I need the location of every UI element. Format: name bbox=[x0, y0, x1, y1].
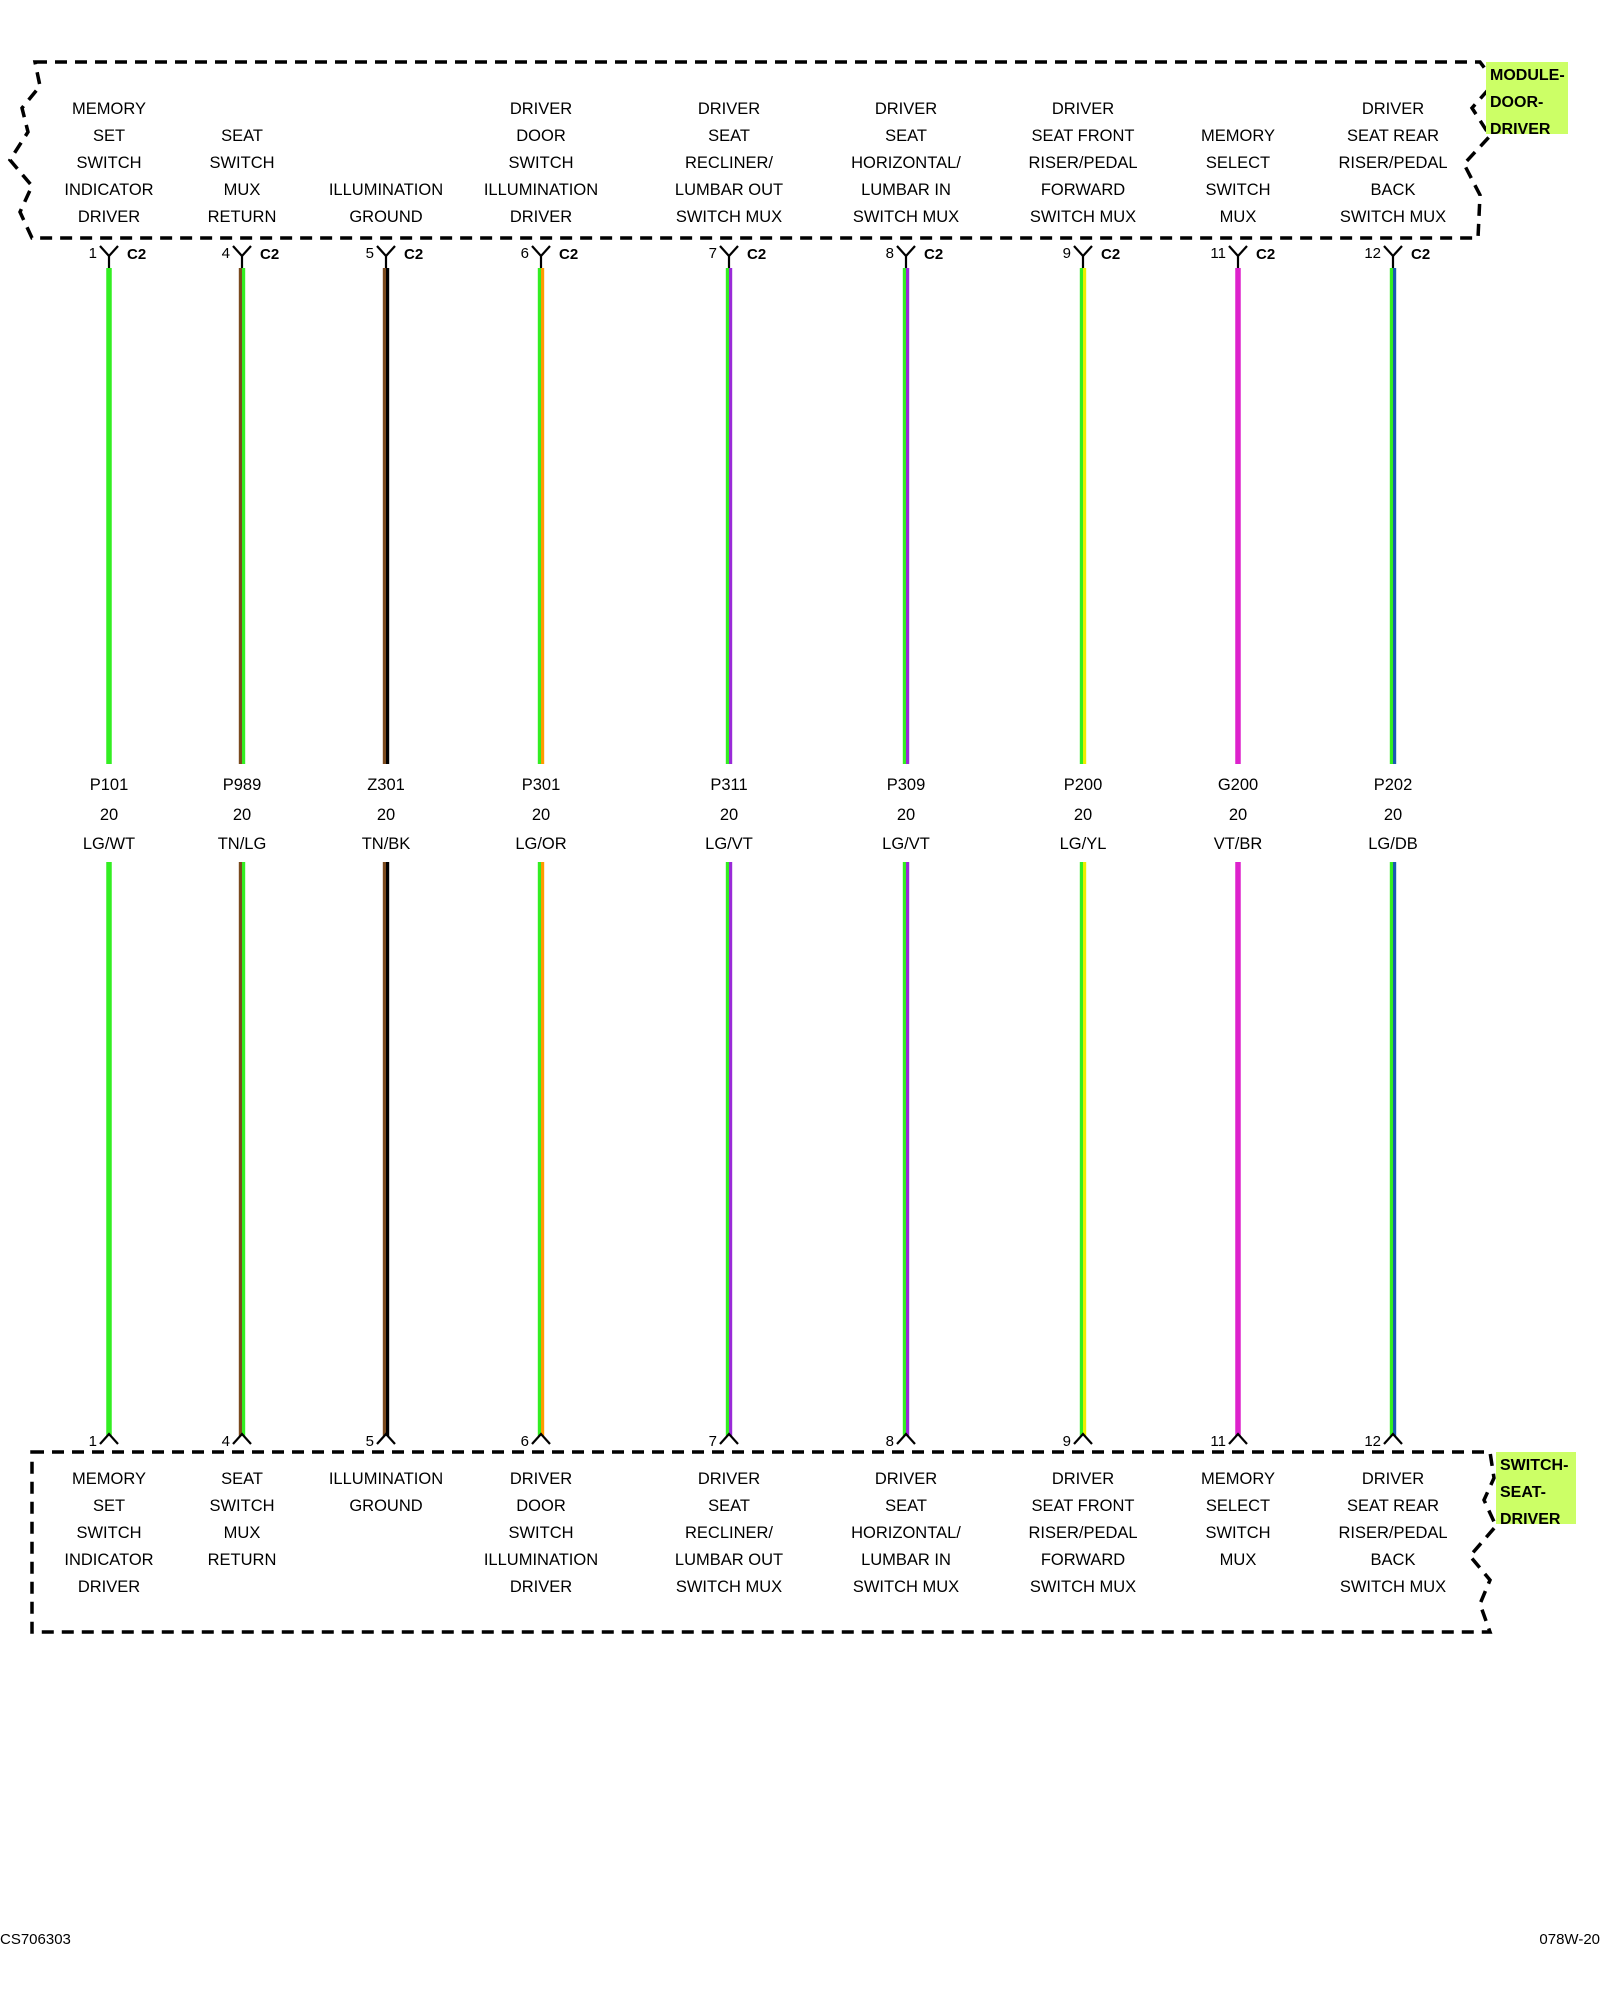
bottom-function-label: SWITCH MUX bbox=[1029, 1578, 1137, 1596]
wire-color-code: VT/BR bbox=[1213, 835, 1263, 853]
wire-color-code: TN/LG bbox=[217, 835, 267, 853]
wire-upper bbox=[727, 268, 730, 764]
top-terminal-icon bbox=[897, 246, 915, 268]
top-function-label: LUMBAR OUT bbox=[674, 181, 784, 199]
circuit-p202 bbox=[1338, 100, 1447, 1596]
bottom-terminal-icon bbox=[1384, 1434, 1402, 1444]
connector-id: C2 bbox=[559, 246, 579, 263]
bottom-function-label: ILLUMINATION bbox=[483, 1551, 599, 1569]
bottom-component-label bbox=[1496, 1452, 1576, 1528]
top-component-label-line-1: MODULE- bbox=[1490, 67, 1565, 84]
wire-color-code: LG/VT bbox=[705, 835, 753, 853]
bottom-function-label: DRIVER bbox=[509, 1470, 573, 1488]
top-function-label: DOOR bbox=[516, 127, 566, 145]
top-function-label: BACK bbox=[1370, 181, 1416, 199]
top-function-label: DRIVER bbox=[1051, 100, 1115, 118]
circuit-number: P200 bbox=[1063, 776, 1103, 794]
circuit-p989 bbox=[208, 127, 280, 1569]
wire-color-code: TN/BK bbox=[361, 835, 411, 853]
bottom-function-label: SWITCH bbox=[1205, 1524, 1271, 1542]
top-component-label bbox=[1486, 62, 1568, 138]
circuit-number: P202 bbox=[1373, 776, 1413, 794]
bottom-pin-number: 6 bbox=[520, 1433, 529, 1450]
top-function-label: LUMBAR IN bbox=[861, 181, 951, 199]
connector-id: C2 bbox=[404, 246, 424, 263]
wire-color-code: LG/DB bbox=[1368, 835, 1418, 853]
bottom-function-label: GROUND bbox=[349, 1497, 423, 1515]
top-function-label: DRIVER bbox=[77, 208, 141, 226]
top-function-label: SEAT bbox=[708, 127, 750, 145]
top-function-label: SEAT FRONT bbox=[1031, 127, 1135, 145]
circuit-p301 bbox=[484, 100, 598, 1596]
bottom-function-label: DRIVER bbox=[509, 1578, 573, 1596]
circuit-z301 bbox=[329, 181, 443, 1515]
bottom-function-label: LUMBAR OUT bbox=[674, 1551, 784, 1569]
bottom-pin-number: 11 bbox=[1210, 1433, 1226, 1450]
connector-id: C2 bbox=[1256, 246, 1276, 263]
top-function-label: SEAT bbox=[885, 127, 927, 145]
bottom-function-label: DRIVER bbox=[1051, 1470, 1115, 1488]
connector-id: C2 bbox=[924, 246, 944, 263]
bottom-function-label: DRIVER bbox=[77, 1578, 141, 1596]
bottom-function-label: HORIZONTAL/ bbox=[851, 1524, 961, 1542]
circuit-p311 bbox=[675, 100, 783, 1596]
wire-lower bbox=[727, 862, 730, 1436]
top-function-label: SWITCH MUX bbox=[1339, 208, 1447, 226]
top-terminal-icon bbox=[720, 246, 738, 268]
top-function-label: SWITCH bbox=[508, 154, 574, 172]
wire-color-code: LG/YL bbox=[1059, 835, 1107, 853]
top-function-label: MEMORY bbox=[1201, 127, 1275, 145]
top-pin-number: 1 bbox=[88, 245, 97, 262]
circuit-number: Z301 bbox=[367, 776, 405, 794]
bottom-function-label: RECLINER/ bbox=[684, 1524, 774, 1542]
circuit-g200 bbox=[1201, 127, 1275, 1569]
circuits bbox=[64, 100, 1447, 1596]
wire-upper bbox=[1081, 268, 1084, 764]
bottom-function-label: SWITCH MUX bbox=[675, 1578, 783, 1596]
top-function-label: ILLUMINATION bbox=[328, 181, 444, 199]
top-function-label: RISER/PEDAL bbox=[1338, 154, 1448, 172]
bottom-terminal-icon bbox=[897, 1434, 915, 1444]
wire-gauge: 20 bbox=[1383, 806, 1403, 824]
circuit-p200 bbox=[1028, 100, 1137, 1596]
bottom-pin-number: 8 bbox=[885, 1433, 894, 1450]
top-pin-number: 7 bbox=[708, 245, 717, 262]
top-function-label: DRIVER bbox=[874, 100, 938, 118]
circuit-number: P309 bbox=[886, 776, 926, 794]
top-function-label: DRIVER bbox=[697, 100, 761, 118]
circuit-number: G200 bbox=[1217, 776, 1259, 794]
circuit-number: P301 bbox=[521, 776, 561, 794]
bottom-function-label: MEMORY bbox=[72, 1470, 146, 1488]
wire-upper bbox=[904, 268, 907, 764]
top-function-label: MUX bbox=[1219, 208, 1257, 226]
top-function-label: SEAT bbox=[221, 127, 263, 145]
top-terminal-icon bbox=[1229, 246, 1247, 268]
bottom-pin-number: 1 bbox=[88, 1433, 97, 1450]
bottom-function-label: SEAT bbox=[885, 1497, 927, 1515]
top-pin-number: 8 bbox=[885, 245, 894, 262]
top-function-label: DRIVER bbox=[509, 100, 573, 118]
bottom-function-label: SWITCH bbox=[508, 1524, 574, 1542]
connector-id: C2 bbox=[127, 246, 147, 263]
bottom-function-label: SELECT bbox=[1205, 1497, 1271, 1515]
bottom-function-label: SWITCH bbox=[76, 1524, 142, 1542]
circuit-number: P311 bbox=[710, 776, 748, 794]
bottom-function-label: MUX bbox=[1219, 1551, 1257, 1569]
top-component-label-line-2: DOOR- bbox=[1490, 94, 1544, 111]
bottom-terminal-icon bbox=[532, 1434, 550, 1444]
bottom-terminal-icon bbox=[377, 1434, 395, 1444]
top-terminal-icon bbox=[532, 246, 550, 268]
top-function-label: RECLINER/ bbox=[684, 154, 774, 172]
bottom-function-label: ILLUMINATION bbox=[328, 1470, 444, 1488]
drawing-number: CS706303 bbox=[0, 1931, 71, 1948]
bottom-function-label: RISER/PEDAL bbox=[1338, 1524, 1448, 1542]
wire-gauge: 20 bbox=[719, 806, 739, 824]
top-function-label: INDICATOR bbox=[64, 181, 154, 199]
top-function-label: FORWARD bbox=[1040, 181, 1126, 199]
top-function-label: DRIVER bbox=[1361, 100, 1425, 118]
wire-color-code: LG/WT bbox=[82, 835, 136, 853]
bottom-function-label: SEAT FRONT bbox=[1031, 1497, 1135, 1515]
bottom-terminal-icon bbox=[720, 1434, 738, 1444]
bottom-function-label: SEAT REAR bbox=[1347, 1497, 1439, 1515]
wire-lower bbox=[384, 862, 387, 1436]
bottom-function-label: DRIVER bbox=[1361, 1470, 1425, 1488]
top-terminal-icon bbox=[233, 246, 251, 268]
top-function-label: MUX bbox=[223, 181, 261, 199]
wire-gauge: 20 bbox=[1073, 806, 1093, 824]
top-function-label: SEAT REAR bbox=[1347, 127, 1439, 145]
bottom-pin-number: 4 bbox=[221, 1433, 230, 1450]
wire-lower bbox=[1391, 862, 1394, 1436]
wire-lower bbox=[539, 862, 542, 1436]
top-function-label: SELECT bbox=[1205, 154, 1271, 172]
bottom-component-label-line-3: DRIVER bbox=[1500, 1511, 1561, 1528]
bottom-function-label: SWITCH MUX bbox=[1339, 1578, 1447, 1596]
connector-id: C2 bbox=[747, 246, 767, 263]
top-function-label: SWITCH bbox=[76, 154, 142, 172]
wire-lower bbox=[904, 862, 907, 1436]
bottom-function-label: RETURN bbox=[207, 1551, 277, 1569]
wire-color-code: LG/OR bbox=[515, 835, 567, 853]
circuit-p101 bbox=[64, 100, 153, 1596]
top-function-label: SWITCH MUX bbox=[852, 208, 960, 226]
top-terminal-icon bbox=[1384, 246, 1402, 268]
top-function-label: RETURN bbox=[207, 208, 277, 226]
bottom-function-label: SEAT bbox=[708, 1497, 750, 1515]
circuit-number: P101 bbox=[89, 776, 129, 794]
bottom-function-label: LUMBAR IN bbox=[861, 1551, 951, 1569]
bottom-function-label: DOOR bbox=[516, 1497, 566, 1515]
top-function-label: RISER/PEDAL bbox=[1028, 154, 1138, 172]
top-function-label: SWITCH MUX bbox=[675, 208, 783, 226]
bottom-function-label: BACK bbox=[1370, 1551, 1416, 1569]
bottom-function-label: MEMORY bbox=[1201, 1470, 1275, 1488]
bottom-function-label: SWITCH MUX bbox=[852, 1578, 960, 1596]
wire-upper bbox=[240, 268, 243, 764]
bottom-function-label: RISER/PEDAL bbox=[1028, 1524, 1138, 1542]
top-pin-number: 4 bbox=[221, 245, 230, 262]
top-component-label-line-3: DRIVER bbox=[1490, 121, 1551, 138]
wire-upper bbox=[539, 268, 542, 764]
top-function-label: SET bbox=[92, 127, 126, 145]
top-function-label: DRIVER bbox=[509, 208, 573, 226]
bottom-pin-number: 7 bbox=[708, 1433, 717, 1450]
top-function-label: SWITCH bbox=[209, 154, 275, 172]
bottom-terminal-icon bbox=[100, 1434, 118, 1444]
top-terminal-icon bbox=[377, 246, 395, 268]
bottom-terminal-icon bbox=[1074, 1434, 1092, 1444]
wire-gauge: 20 bbox=[232, 806, 252, 824]
top-function-label: SWITCH MUX bbox=[1029, 208, 1137, 226]
top-function-label: HORIZONTAL/ bbox=[851, 154, 961, 172]
wire-upper bbox=[384, 268, 387, 764]
bottom-function-label: SWITCH bbox=[209, 1497, 275, 1515]
bottom-pin-number: 9 bbox=[1062, 1433, 1071, 1450]
circuit-number: P989 bbox=[222, 776, 262, 794]
bottom-function-label: SEAT bbox=[221, 1470, 263, 1488]
top-function-label: SWITCH bbox=[1205, 181, 1271, 199]
bottom-component-label-line-1: SWITCH- bbox=[1500, 1457, 1569, 1474]
wire-color-code: LG/VT bbox=[882, 835, 930, 853]
top-function-label: ILLUMINATION bbox=[483, 181, 599, 199]
bottom-terminal-icon bbox=[233, 1434, 251, 1444]
bottom-component-label-line-2: SEAT- bbox=[1500, 1484, 1546, 1501]
bottom-function-label: INDICATOR bbox=[64, 1551, 154, 1569]
top-function-label: MEMORY bbox=[72, 100, 146, 118]
wire-lower bbox=[1081, 862, 1084, 1436]
bottom-function-label: SET bbox=[92, 1497, 126, 1515]
top-pin-number: 9 bbox=[1062, 245, 1071, 262]
wire-upper bbox=[1391, 268, 1394, 764]
top-function-label: GROUND bbox=[349, 208, 423, 226]
connector-id: C2 bbox=[260, 246, 280, 263]
bottom-function-label: FORWARD bbox=[1040, 1551, 1126, 1569]
connector-id: C2 bbox=[1101, 246, 1121, 263]
top-terminal-icon bbox=[1074, 246, 1092, 268]
bottom-terminal-icon bbox=[1229, 1434, 1247, 1444]
wire-gauge: 20 bbox=[1228, 806, 1248, 824]
wire-gauge: 20 bbox=[376, 806, 396, 824]
top-pin-number: 12 bbox=[1364, 245, 1381, 262]
wire-gauge: 20 bbox=[99, 806, 119, 824]
top-pin-number: 6 bbox=[520, 245, 529, 262]
bottom-pin-number: 5 bbox=[365, 1433, 374, 1450]
bottom-function-label: MUX bbox=[223, 1524, 261, 1542]
bottom-function-label: DRIVER bbox=[874, 1470, 938, 1488]
connector-id: C2 bbox=[1411, 246, 1431, 263]
page-code: 078W-20 bbox=[1539, 1931, 1600, 1948]
top-pin-number: 11 bbox=[1210, 245, 1226, 262]
bottom-function-label: DRIVER bbox=[697, 1470, 761, 1488]
top-terminal-icon bbox=[100, 246, 118, 268]
wire-gauge: 20 bbox=[896, 806, 916, 824]
wire-lower bbox=[240, 862, 243, 1436]
circuit-p309 bbox=[851, 100, 961, 1596]
bottom-pin-number: 12 bbox=[1364, 1433, 1381, 1450]
wire-gauge: 20 bbox=[531, 806, 551, 824]
top-pin-number: 5 bbox=[365, 245, 374, 262]
